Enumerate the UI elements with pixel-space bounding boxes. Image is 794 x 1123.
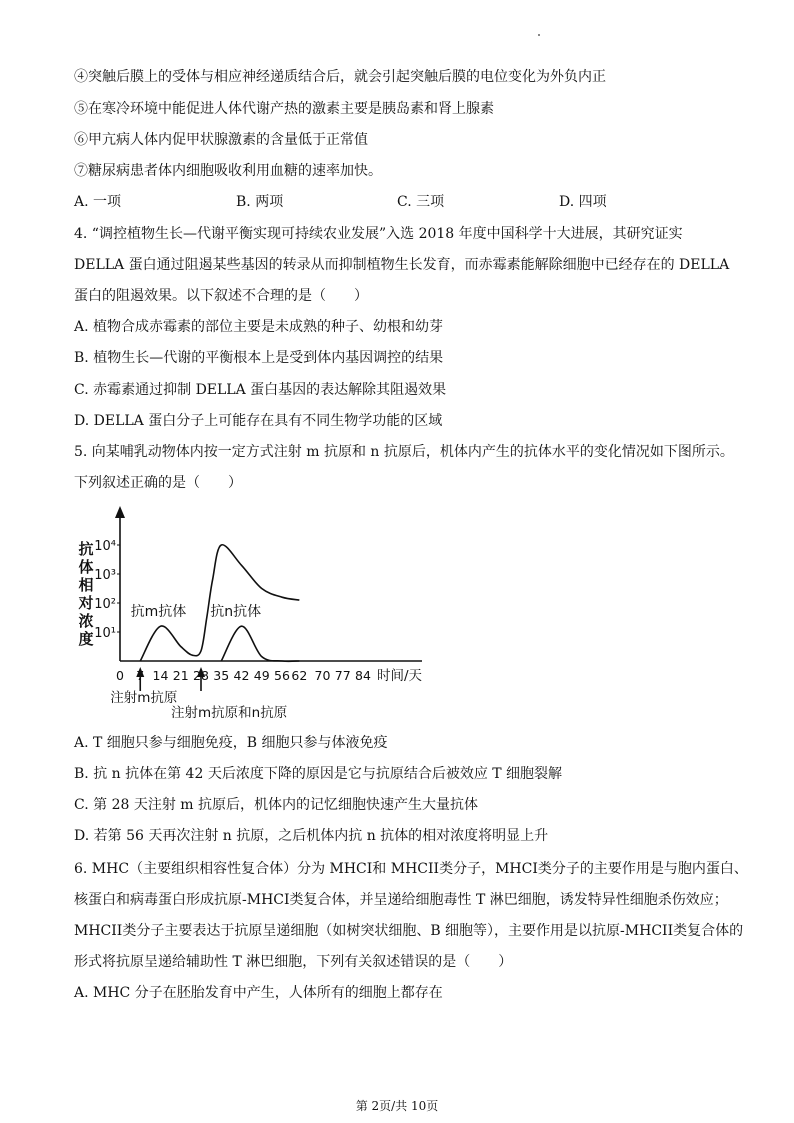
x-tick-label: 7 [136, 668, 145, 683]
page-footer: 第 2页/共 10页 [355, 1099, 439, 1113]
q4-option-d[interactable]: D. DELLA 蛋白分子上可能存在具有不同生物学功能的区域 [74, 413, 443, 429]
y-tick-label: 10³ [94, 568, 116, 583]
x-tick-label: 21 [172, 668, 189, 683]
x-tick-label: 49 [253, 668, 270, 683]
q6-stem-3: MHCII类分子主要表达于抗原呈递细胞（如树突状细胞、B 细胞等），主要作用是以抗原-MHCII类复合体的 [74, 923, 744, 939]
series-label-anti-m: 抗m抗体 [130, 604, 187, 621]
annotation-inject-mn: 注射m抗原和n抗原 [171, 705, 288, 721]
q3-options [74, 191, 714, 211]
q4-stem-1: 4. “调控植物生长—代谢平衡实现可持续农业发展”入选 2018 年度中国科学十大进展，其研究证实 [74, 226, 683, 242]
chart-axes [115, 506, 422, 691]
x-tick-label: 14 [152, 668, 169, 683]
q6-stem-4: 形式将抗原呈递给辅助性 T 淋巴细胞，下列有关叙述错误的是（ ） [74, 954, 513, 970]
q4-stem-2: DELLA 蛋白通过阻遏某些基因的转录从而抑制植物生长发育，而赤霉素能解除细胞中已经存在的 DELLA [74, 257, 730, 273]
x-tick-label: 42 [233, 668, 250, 683]
q3-option-c[interactable]: C. 三项 [397, 194, 445, 210]
statement-7: ⑦糖尿病患者体内细胞吸收利用血糖的速率加快。 [74, 163, 382, 179]
statement-5: ⑤在寒冷环境中能促进人体代谢产热的激素主要是胰岛素和肾上腺素 [74, 101, 494, 117]
x-tick-label: 84 [355, 668, 371, 683]
y-axis-arrow [115, 506, 125, 518]
q5-option-d[interactable]: D. 若第 56 天再次注射 n 抗原，之后机体内抗 n 抗体的相对浓度将明显上升 [74, 828, 549, 844]
series-label-anti-n: 抗n抗体 [210, 604, 262, 621]
x-tick-label: 70 [314, 668, 331, 683]
q4-stem-3: 蛋白的阻遏效果。以下叙述不合理的是（ ） [74, 288, 368, 304]
chart-labels [77, 540, 422, 721]
x-tick-label: 35 [213, 668, 230, 683]
q3-option-d[interactable]: D. 四项 [559, 194, 607, 210]
x-axis-label: 时间/天 [377, 668, 423, 684]
q5-option-c[interactable]: C. 第 28 天注射 m 抗原后，机体内的记忆细胞快速产生大量抗体 [74, 797, 479, 813]
antibody-chart [74, 496, 434, 726]
q4-option-a[interactable]: A. 植物合成赤霉素的部位主要是未成熟的种子、幼根和幼芽 [74, 319, 444, 335]
series-line-anti-m [140, 545, 299, 661]
y-tick-label: 10² [94, 597, 116, 612]
q5-option-b[interactable]: B. 抗 n 抗体在第 42 天后浓度下降的原因是它与抗原结合后被效应 T 细胞裂解 [74, 766, 563, 782]
scan-dot [538, 34, 540, 36]
chart-series [140, 545, 299, 662]
q4-option-c[interactable]: C. 赤霉素通过抑制 DELLA 蛋白基因的表达解除其阻遏效果 [74, 382, 447, 398]
y-tick-label: 10¹ [94, 626, 116, 641]
annotation-inject-m: 注射m抗原 [110, 690, 178, 706]
q3-option-b[interactable]: B. 两项 [236, 194, 284, 210]
statement-4: ④突触后膜上的受体与相应神经递质结合后，就会引起突触后膜的电位变化为外负内正 [74, 69, 606, 85]
x-tick-label: 28 [193, 668, 209, 683]
q5-stem-1: 5. 向某哺乳动物体内按一定方式注射 m 抗原和 n 抗原后，机体内产生的抗体水平的变化情况如下图所示。 [74, 444, 734, 460]
q4-option-b[interactable]: B. 植物生长—代谢的平衡根本上是受到体内基因调控的结果 [74, 350, 444, 366]
y-tick-label: 10⁴ [94, 539, 116, 554]
x-tick-label: 77 [334, 668, 351, 683]
series-line-anti-n [221, 626, 299, 661]
q6-stem-1: 6. MHC（主要组织相容性复合体）分为 MHCI和 MHCII类分子，MHCI类分子的主要作用是与胞内蛋白、 [74, 861, 748, 877]
q6-option-a[interactable]: A. MHC 分子在胚胎发育中产生，人体所有的细胞上都存在 [74, 985, 443, 1001]
statement-6: ⑥甲亢病人体内促甲状腺激素的含量低于正常值 [74, 132, 368, 148]
x-tick-label: 62 [291, 668, 308, 683]
y-axis-label: 抗体相对浓度 [78, 540, 94, 648]
q5-stem-2: 下列叙述正确的是（ ） [74, 475, 242, 491]
q6-stem-2: 核蛋白和病毒蛋白形成抗原-MHCI类复合体，并呈递给细胞毒性 T 淋巴细胞，诱发特异性细胞杀伤效应； [74, 892, 728, 908]
q5-option-a[interactable]: A. T 细胞只参与细胞免疫，B 细胞只参与体液免疫 [74, 735, 388, 751]
x-tick-label: 0 [116, 668, 124, 683]
x-tick-label: 56 [274, 668, 290, 683]
q3-option-a[interactable]: A. 一项 [74, 194, 122, 210]
